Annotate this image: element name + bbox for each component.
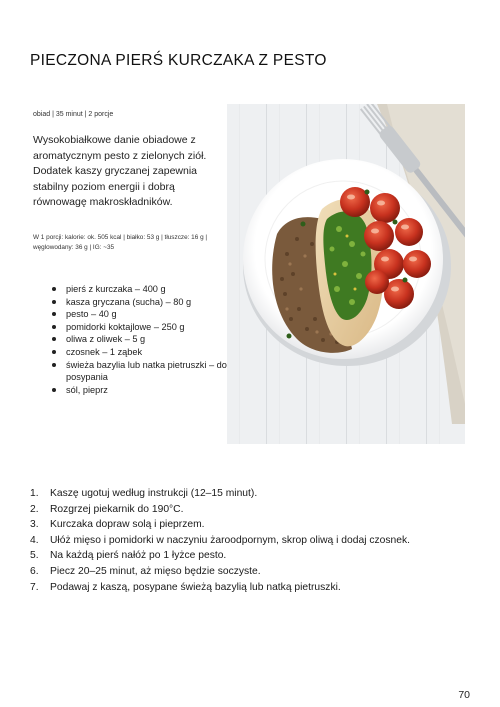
step-text: Piecz 20–25 minut, aż mięso będzie soczyste. <box>50 565 261 577</box>
recipe-meta: obiad | 35 minut | 2 porcje <box>33 111 114 118</box>
nutrition-info: W 1 porcji: kalorie: ok. 505 kcal | białko: 53 g | tłuszcze: 16 g | węglowodany: 36 g | IG: ~35 <box>33 234 208 251</box>
step-item <box>30 548 480 564</box>
step-item <box>30 533 480 549</box>
ingredient-list <box>52 283 232 396</box>
step-item <box>30 502 480 518</box>
step-item <box>30 517 480 533</box>
preparation-steps <box>30 486 480 595</box>
step-text: Kurczaka dopraw solą i pieprzem. <box>50 519 205 531</box>
step-text: Na każdą pierś nałóż po 1 łyżce pesto. <box>50 550 227 562</box>
dish-photo <box>227 104 465 444</box>
ingredient-item: świeża bazylia lub natka pietruszki – do posypania <box>52 359 232 384</box>
step-number: 5. <box>30 550 39 562</box>
ingredient-item: kasza gryczana (sucha) – 80 g <box>52 296 232 309</box>
step-number: 7. <box>30 581 39 593</box>
step-text: Podawaj z kaszą, posypane świeżą bazylią lub natką pietruszki. <box>50 581 341 593</box>
recipe-description: Wysokobiałkowe danie obiadowe z aromatycznym pesto z zielonych ziół. Dodatek kaszy gryczanej zapewnia stabilny poziom energii i dobrą równowagę makroskładników. <box>33 134 207 208</box>
step-item <box>30 564 480 580</box>
step-text: Rozgrzej piekarnik do 190°C. <box>50 503 184 515</box>
step-number: 4. <box>30 534 39 546</box>
page-number: 70 <box>458 689 470 701</box>
ingredient-item: pierś z kurczaka – 400 g <box>52 283 232 296</box>
step-number: 3. <box>30 519 39 531</box>
recipe-title: PIECZONA PIERŚ KURCZAKA Z PESTO <box>30 52 327 69</box>
step-text: Ułóż mięso i pomidorki w naczyniu żaroodpornym, skrop oliwą i dodaj czosnek. <box>50 534 410 546</box>
step-number: 1. <box>30 488 39 499</box>
ingredient-item: pomidorki koktajlowe – 250 g <box>52 321 232 334</box>
dish-illustration <box>227 104 465 444</box>
step-number: 2. <box>30 503 39 515</box>
ingredient-item: oliwa z oliwek – 5 g <box>52 333 232 346</box>
ingredient-item: pesto – 40 g <box>52 308 232 321</box>
step-number: 6. <box>30 565 39 577</box>
ingredient-item: czosnek – 1 ząbek <box>52 346 232 359</box>
step-item <box>30 580 480 596</box>
step-text: Kaszę ugotuj według instrukcji (12–15 minut). <box>50 488 258 499</box>
step-item <box>30 486 480 502</box>
ingredient-item: sól, pieprz <box>52 384 232 397</box>
